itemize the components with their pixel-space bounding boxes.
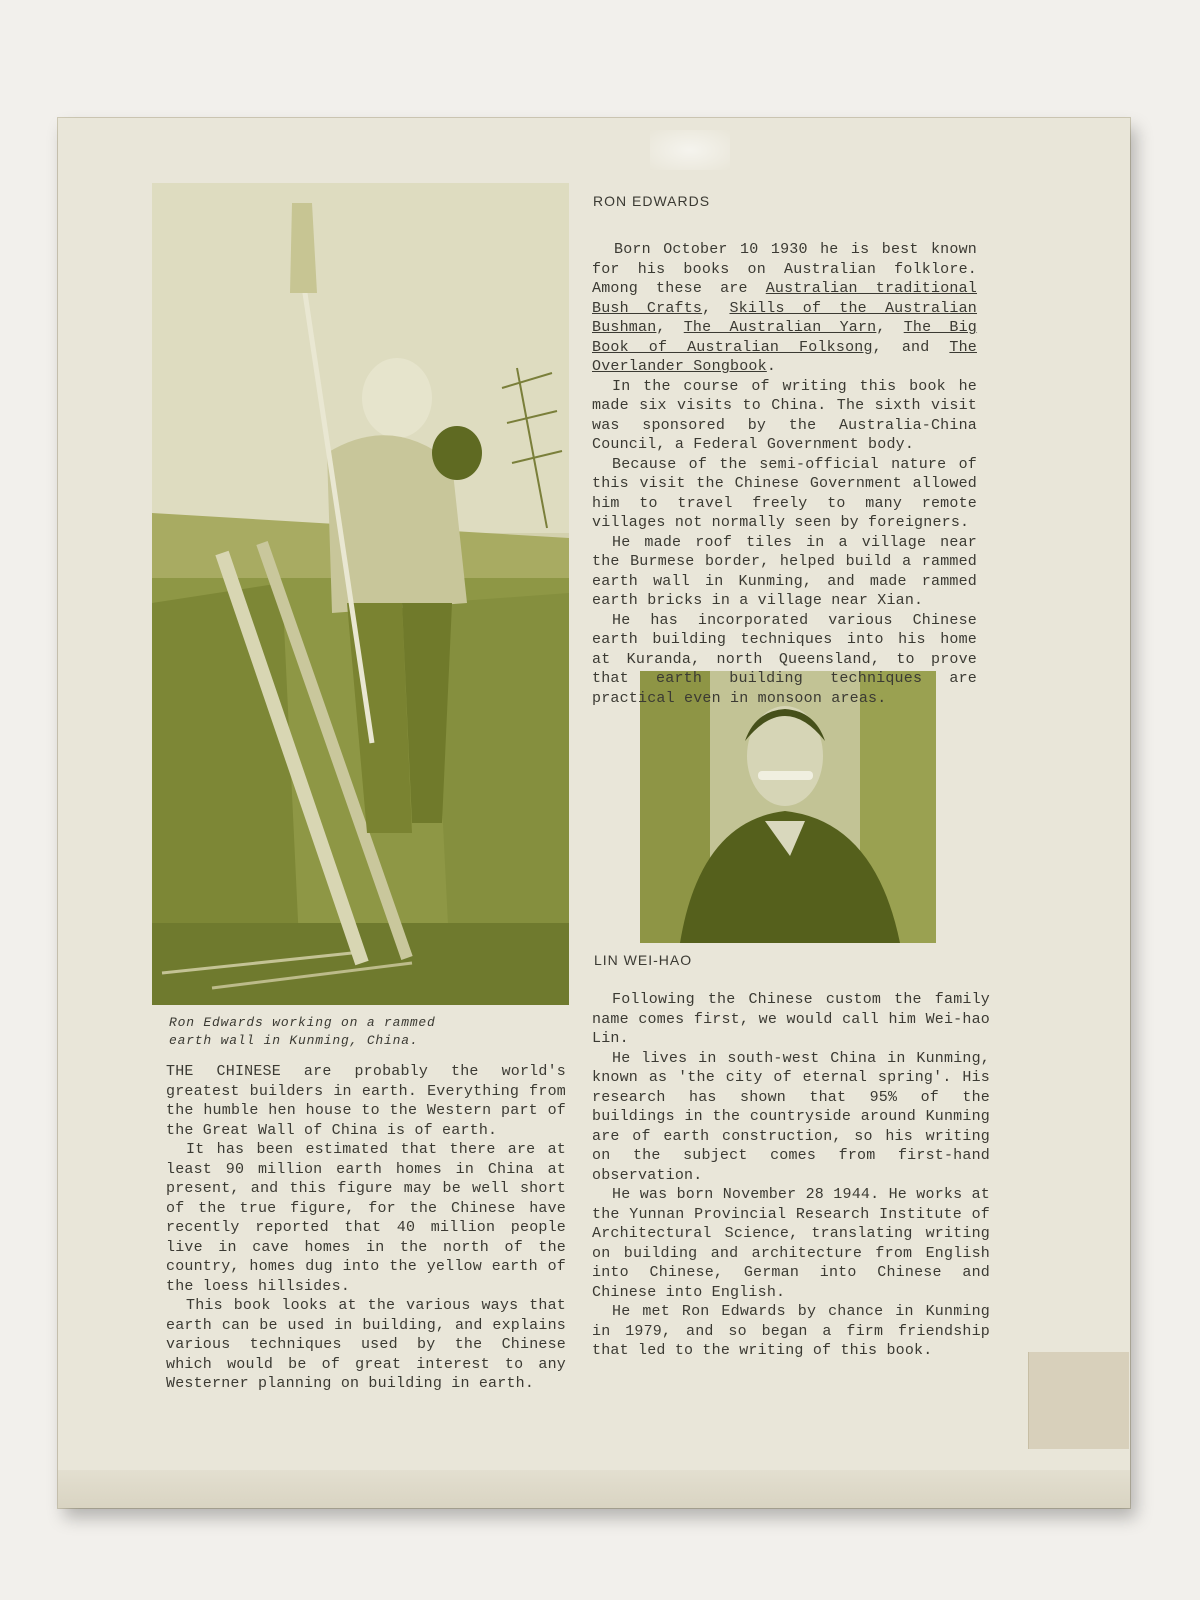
photo-lin-wei-hao-portrait (640, 671, 936, 943)
separator: , (876, 319, 904, 336)
book-title-bush-crafts: Australian traditional Bush Crafts (592, 280, 977, 317)
cover-wear-mark (650, 130, 730, 170)
lin-bio-paragraph-4: He met Ron Edwards by chance in Kunming in 1979, and so began a firm friendship that led to the writing of this book. (592, 1303, 990, 1359)
lin-bio-paragraph-2: He lives in south-west China in Kunming, known as 'the city of eternal spring'. His research has shown that 95% of the buildings in the countryside around Kunming are of earth construction, so his writing on the subject comes from first-hand observation. (592, 1049, 990, 1184)
the-chinese-description (166, 1062, 566, 1394)
photo-caption (169, 1014, 529, 1050)
heading-lin-wei-hao: LIN WEI-HAO (594, 952, 693, 968)
separator: . (766, 358, 777, 375)
chinese-paragraph-1: THE CHINESE are probably the world's greatest builders in earth. Everything from the humble hen house to the Western part of the Great Wall of China is of earth. (166, 1063, 566, 1139)
ron-bio-intro-text: Born October 10 1930 he is best known for his books on Australian folklore. Among these are (592, 241, 977, 297)
chinese-paragraph-2: It has been estimated that there are at least 90 million earth homes in China at present, and this figure may be well short of the true figure, for the Chinese have recently reported that 40 million people live in cave homes in the north of the country, homes dug into the yellow earth of the loess hillsides. (166, 1141, 566, 1295)
ron-bio-paragraph-5: He has incorporated various Chinese earth building techniques into his home at Kuranda, north Queensland, to prove that earth building techniques are practical even in monsoon areas. (592, 611, 977, 707)
ron-bio-paragraph-2: In the course of writing this book he made six visits to China. The sixth visit was sponsored by the Australia-China Council, a Federal Government body. (592, 377, 977, 453)
price-sticker-residue (1028, 1352, 1129, 1449)
separator: , (702, 299, 730, 317)
book-title-big-book-folksong: The Big Book of Australian Folksong (592, 319, 978, 356)
lin-wei-hao-bio (592, 990, 990, 1361)
ron-edwards-bio (592, 240, 977, 708)
photo-ron-edwards-rammed-earth (152, 183, 569, 1005)
chinese-paragraph-3: This book looks at the various ways that earth can be used in building, and explains various techniques used by the Chinese which would be of great interest to any Westerner planning on building in earth. (166, 1297, 566, 1392)
photo-caption-line-1: Ron Edwards working on a rammed (169, 1015, 436, 1030)
ron-bio-paragraph-3: Because of the semi-official nature of this visit the Chinese Government allowed him to travel freely to many remote villages not normally seen by foreigners. (592, 455, 977, 531)
ron-bio-paragraph-1 (592, 240, 977, 377)
photo-lin-wei-hao (640, 671, 936, 943)
photo-caption-line-2: earth wall in Kunming, China. (169, 1033, 419, 1048)
book-title-skills-bushman: Skills of the Australian Bushman (592, 299, 977, 336)
separator: , and (872, 338, 950, 356)
book-title-australian-yarn: The Australian Yarn (683, 319, 877, 336)
photo-ron-edwards-illustration (152, 183, 569, 1005)
lin-bio-paragraph-3: He was born November 28 1944. He works at the Yunnan Provincial Research Institute of Architectural Science, translating writing on building and architecture from English into Chinese, German into Chinese and Chinese into English. (592, 1186, 990, 1301)
ron-bio-paragraph-4: He made roof tiles in a village near the Burmese border, helped build a rammed earth wall in Kunming, and made rammed earth bricks in a village near Xian. (592, 533, 977, 609)
heading-ron-edwards: RON EDWARDS (593, 193, 711, 209)
separator: , (656, 319, 684, 336)
book-title-overlander-songbook: The Overlander Songbook (592, 338, 977, 375)
lin-bio-paragraph-1: Following the Chinese custom the family name comes first, we would call him Wei-hao Lin. (592, 991, 990, 1047)
